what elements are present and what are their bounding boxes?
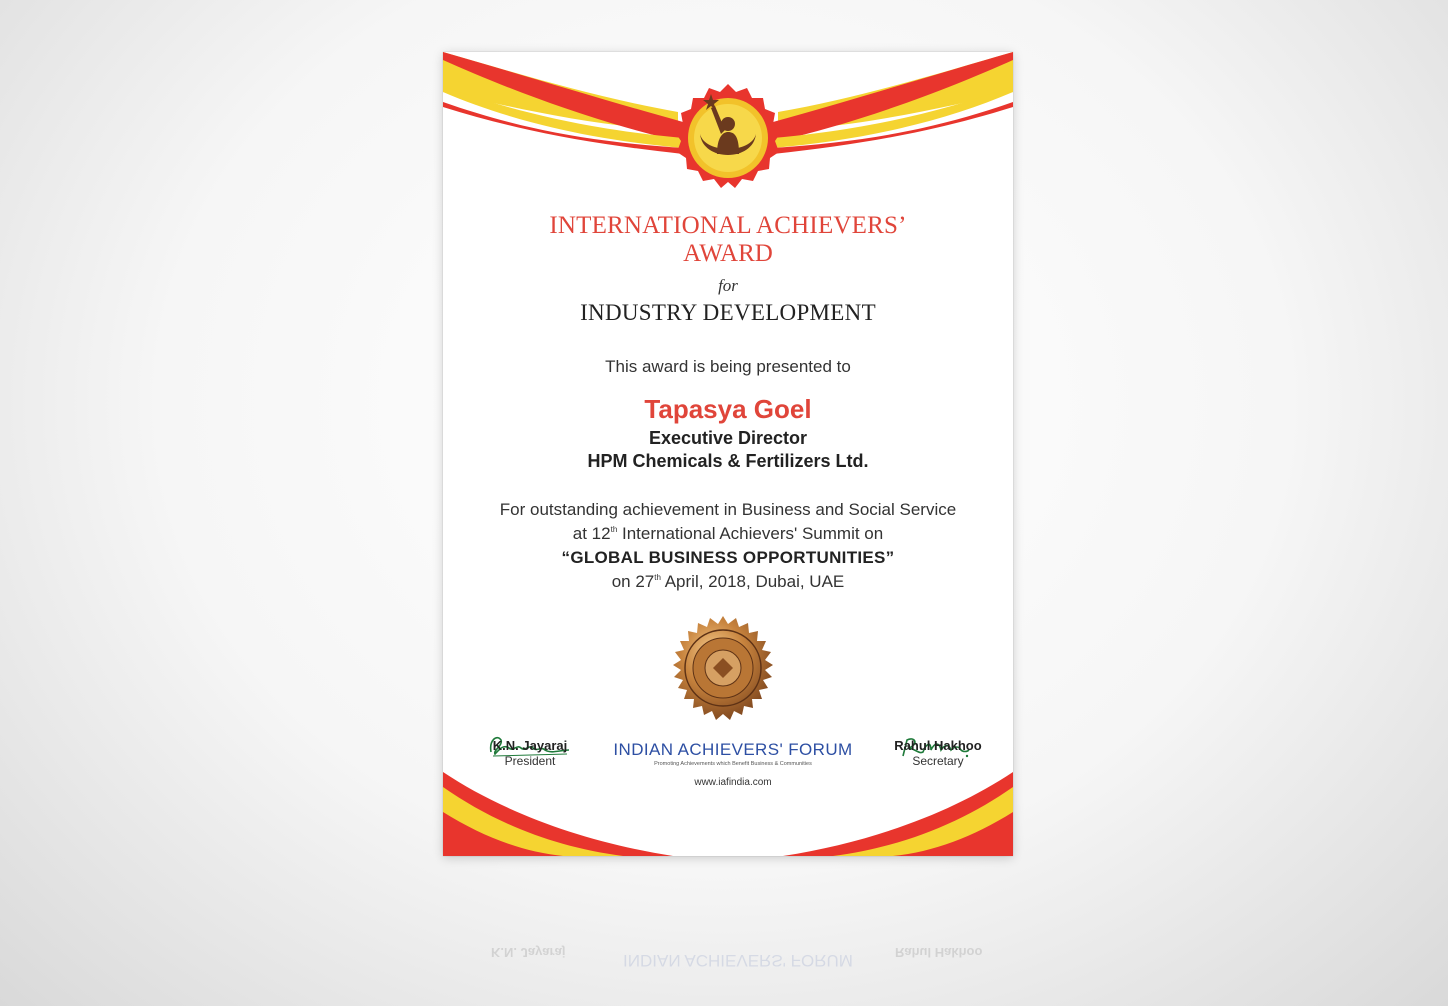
secretary-title: Secretary xyxy=(912,754,964,768)
president-title: President xyxy=(504,754,556,768)
award-category: INDUSTRY DEVELOPMENT xyxy=(580,300,876,325)
award-title-line1: INTERNATIONAL ACHIEVERS’ xyxy=(549,212,907,239)
secretary-name: Rahul Hakhoo xyxy=(894,738,982,753)
certificate-reflection xyxy=(443,860,1013,1006)
reflection-president-name: K.N. Jayaraj xyxy=(491,945,566,960)
recipient-company: HPM Chemicals & Fertilizers Ltd. xyxy=(587,451,869,471)
certificate xyxy=(443,52,1013,856)
reflection-secretary-name: Rahul Hakhoo xyxy=(895,945,983,960)
signature-left xyxy=(465,738,595,768)
reflection-forum-name: INDIAN ACHIEVERS' FORUM xyxy=(623,951,853,970)
achievement-line: For outstanding achievement in Business and Social Service xyxy=(499,500,957,519)
date-location-line: on 27th April, 2018, Dubai, UAE xyxy=(611,572,845,591)
forum-tagline: Promoting Achievements which Benefit Business & Communities xyxy=(654,761,812,767)
recipient-name: Tapasya Goel xyxy=(644,394,812,424)
forum-block xyxy=(593,740,873,788)
president-name: K.N. Jayaraj xyxy=(492,738,568,753)
forum-url: www.iafindia.com xyxy=(694,777,772,788)
medal-achiever-icon xyxy=(665,82,791,200)
gold-seal-icon xyxy=(665,614,781,730)
signature-right xyxy=(873,738,1003,768)
forum-name: INDIAN ACHIEVERS' FORUM xyxy=(613,740,853,759)
recipient-role: Executive Director xyxy=(648,428,808,448)
award-title-line2: AWARD xyxy=(683,240,773,267)
for-label: for xyxy=(718,276,738,295)
summit-theme: “GLOBAL BUSINESS OPPORTUNITIES” xyxy=(561,548,895,567)
summit-line: at 12th International Achievers' Summit on xyxy=(572,524,884,543)
presented-text: This award is being presented to xyxy=(605,357,851,376)
